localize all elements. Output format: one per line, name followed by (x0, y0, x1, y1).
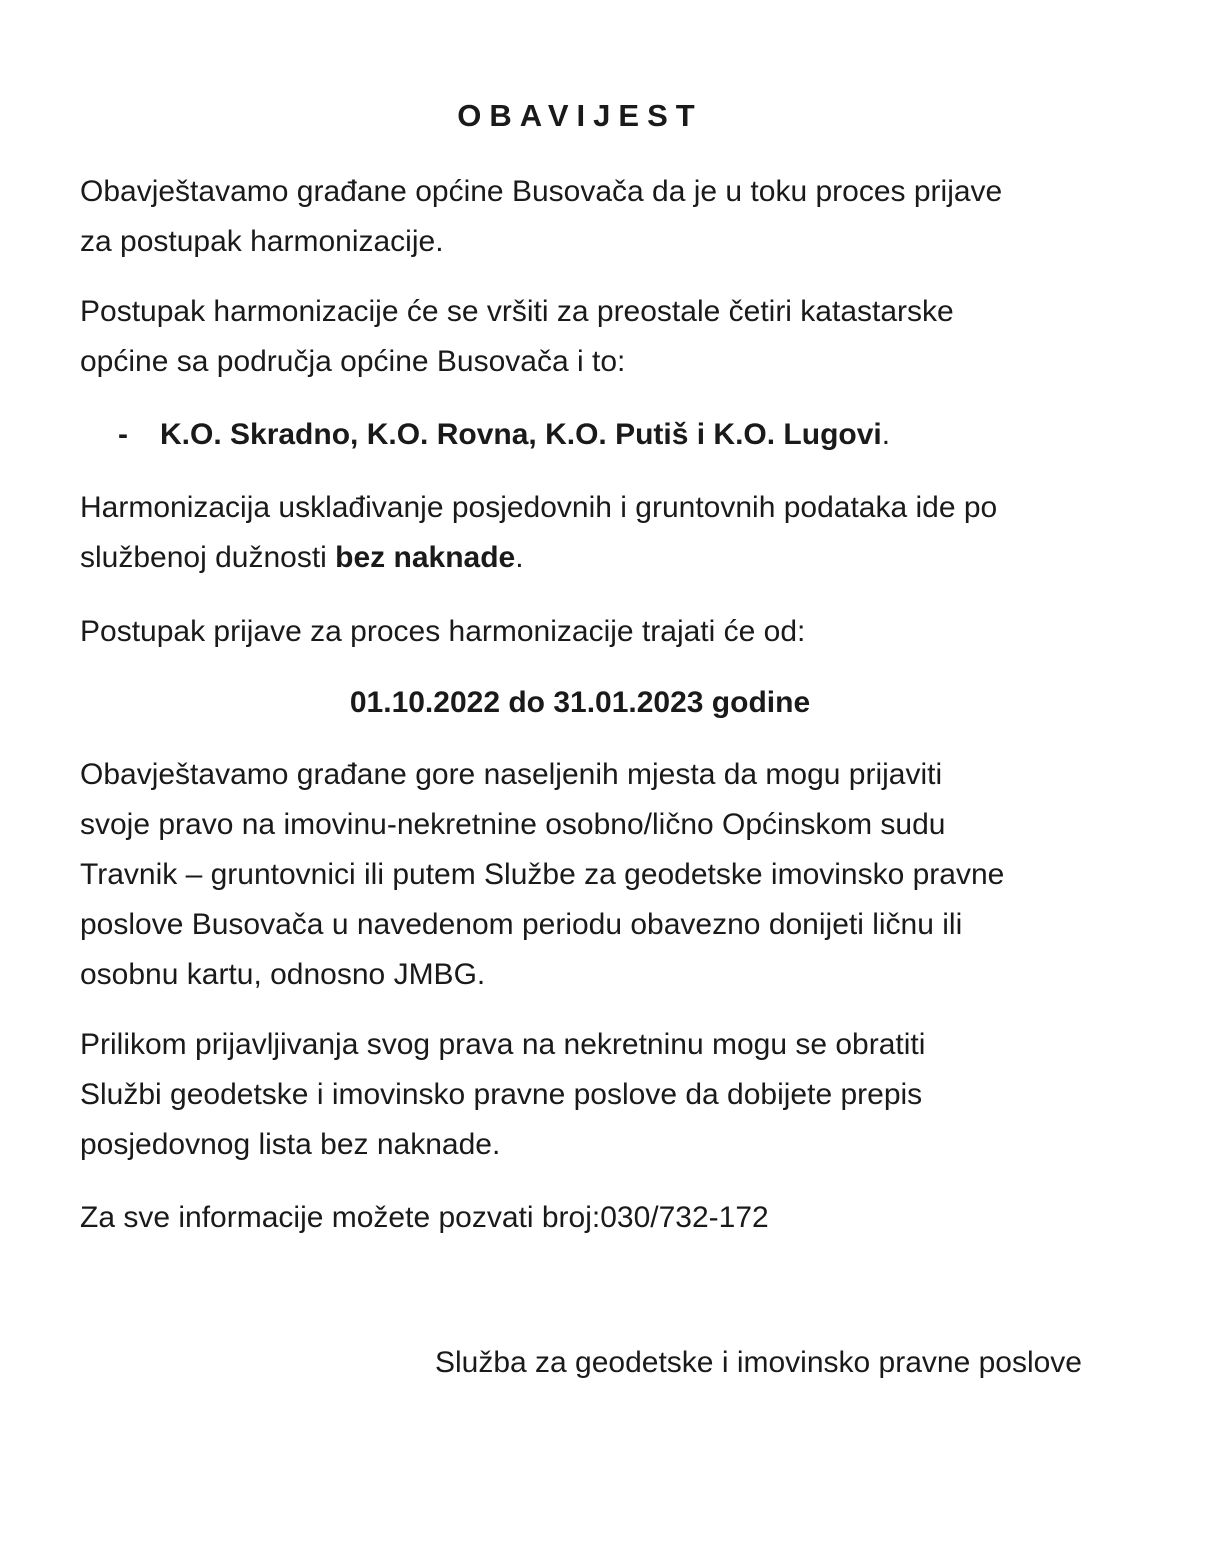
paragraph-harmonization-line-2 (80, 533, 1140, 583)
paragraph-harmonization-line-2-pre: službenoj dužnosti (80, 541, 336, 574)
paragraph-intro-line-1: Obavještavamo građane općine Busovača da je u toku proces prijave (80, 175, 1003, 208)
paragraph-contact-service-line-2: Službi geodetske i imovinsko pravne poslove da dobijete prepis (80, 1078, 923, 1111)
signature-service-name: Služba za geodetske i imovinsko pravne poslove (434, 1346, 1082, 1379)
bullet-text-bold: K.O. Skradno, K.O. Rovna, K.O. Putiš i K.O. Lugovi (160, 418, 882, 451)
document-title: OBAVIJEST (457, 98, 703, 133)
paragraph-phone: Za sve informacije možete pozvati broj:030/732-172 (80, 1201, 769, 1234)
paragraph-intro-line-2: za postupak harmonizacije. (80, 225, 444, 258)
paragraph-registration-line-5: osobnu kartu, odnosno JMBG. (80, 958, 486, 991)
paragraph-registration-line-2: svoje pravo na imovinu-nekretnine osobno/lično Općinskom sudu (80, 808, 946, 841)
date-range: 01.10.2022 do 31.01.2023 godine (349, 686, 811, 719)
paragraph-registration (80, 750, 1140, 1000)
paragraph-harmonization-line-1: Harmonizacija usklađivanje posjedovnih i gruntovnih podataka ide po (80, 491, 998, 524)
paragraph-procedure-line-1: Postupak harmonizacije će se vršiti za preostale četiri katastarske (80, 295, 954, 328)
paragraph-contact-service-line-3: posjedovnog lista bez naknade. (80, 1128, 501, 1161)
bullet-text (160, 410, 890, 460)
no-fee-emphasis: bez naknade (335, 541, 516, 574)
paragraph-registration-line-4: poslove Busovača u navedenom periodu obavezno donijeti ličnu ili (80, 908, 963, 941)
paragraph-harmonization (80, 483, 1140, 583)
paragraph-contact-service-line-1: Prilikom prijavljivanja svog prava na nekretninu mogu se obratiti (80, 1028, 926, 1061)
paragraph-registration-line-1: Obavještavamo građane gore naseljenih mjesta da mogu prijaviti (80, 758, 943, 791)
paragraph-contact-service (80, 1020, 1140, 1170)
paragraph-procedure (80, 287, 1140, 387)
paragraph-harmonization-line-2-end: . (515, 541, 524, 574)
bullet-text-end: . (881, 418, 891, 451)
bullet-dash: - (118, 418, 128, 451)
paragraph-duration: Postupak prijave za proces harmonizacije trajati će od: (80, 615, 806, 648)
paragraph-procedure-line-2: općine sa područja općine Busovača i to: (80, 345, 626, 378)
paragraph-registration-line-3: Travnik – gruntovnici ili putem Službe za geodetske imovinsko pravne (80, 858, 1005, 891)
paragraph-intro (80, 167, 1140, 267)
